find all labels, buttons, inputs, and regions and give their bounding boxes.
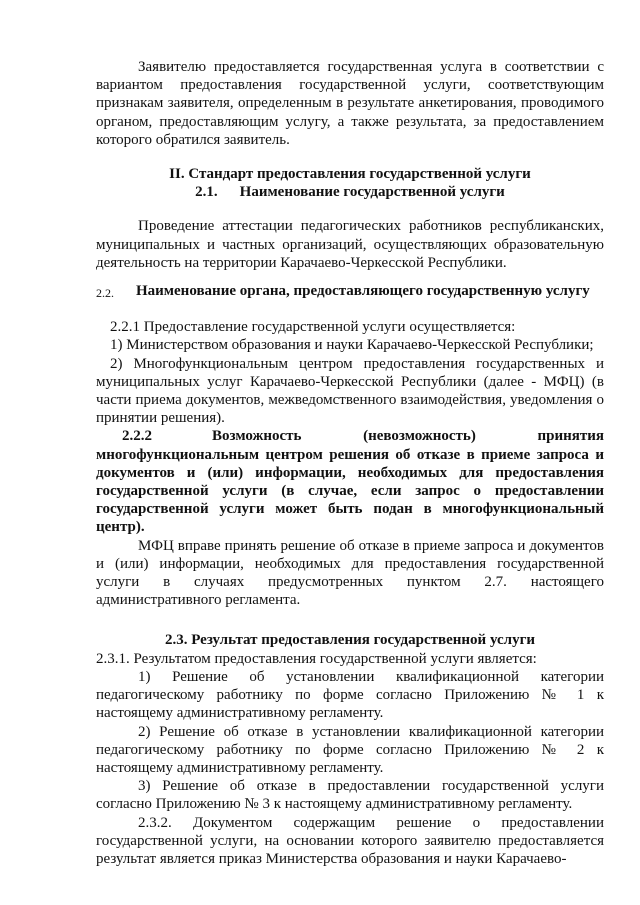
section-2-title: II. Стандарт предоставления государственной услуги [169, 166, 531, 183]
section-2-1-title: Наименование государственной услуги [239, 184, 505, 201]
paragraph-service-name: Проведение аттестации педагогических работников республиканских, муниципальных и частных организаций, осуществляющих образовательную деятельность на территории Карачаево-Черкесской Республики. [96, 218, 604, 271]
paragraph-mfc-refusal: МФЦ вправе принять решение об отказе в приеме запроса и документов и (или) информации, необходимых для предоставления государственной услуги в случаях предусмотренных пунктом 2.7. настоящего административного регламента. [96, 537, 604, 609]
section-2-2-heading [96, 282, 604, 302]
paragraph-2-3-1-item-1: 1) Решение об установлении квалификационной категории педагогическому работнику по форме согласно Приложению № 1 к настоящему административному регламенту. [96, 668, 604, 722]
paragraph-2-3-1: 2.3.1. Результатом предоставления государственной услуги является: [96, 650, 537, 667]
section-2-2-2-number: 2.2.2 [122, 428, 152, 445]
section-2-3-title: 2.3. Результат предоставления государственной услуги [164, 632, 536, 649]
section-2-2-2-title: Возможность (невозможность) принятия многофункциональным центром решения об отказе в приеме запроса и документов и (или) информации, необходимых для предоставления государственной услуги (в случае, если запрос о предоставлении государственной услуги может быть подан в многофункциональный центр). [96, 428, 604, 536]
paragraph-2-3-2: 2.3.2. Документом содержащим решение о предоставлении государственной услуги, на основании которого заявителю предоставляется результат является приказ Министерства образования и науки Карачаево- [96, 814, 604, 867]
section-2-2-number: 2.2. [96, 286, 114, 301]
paragraph-2-2-1: 2.2.1 Предоставление государственной услуги осуществляется: [110, 319, 516, 336]
paragraph-2-3-1-item-3: 3) Решение об отказе в предоставлении государственной услуги согласно Приложению № 3 к настоящему административному регламенту. [96, 778, 604, 813]
section-2-1-heading [96, 183, 604, 201]
paragraph-applicant-variant: Заявителю предоставляется государственная услуга в соответствии с вариантом предоставления государственной услуги, соответствующим признакам заявителя, определенным в результате анкетирования, проводимого органом, предоставляющим услугу, а также результата, за предоставлением которого обратился заявитель. [96, 59, 604, 148]
paragraph-2-3-1-item-2: 2) Решение об отказе в установлении квалификационной категории педагогическому работнику по форме согласно Приложению № 2 к настоящему административному регламенту. [96, 723, 604, 776]
paragraph-2-2-1-item-2: 2) Многофункциональным центром предоставления государственных и муниципальных услуг Карачаево-Черкесской Республики (далее - МФЦ) (в части приема документов, межведомственного взаимодействия, уведомления о принятии решения). [96, 355, 604, 427]
paragraph-2-2-1-item-1: 1) Министерством образования и науки Карачаево-Черкесской Республики; [110, 337, 594, 354]
section-2-2-2-heading [96, 427, 604, 536]
section-2-2-title: Наименование органа, предоставляющего государственную услугу [136, 283, 590, 300]
section-2-1-number: 2.1. [195, 184, 218, 201]
